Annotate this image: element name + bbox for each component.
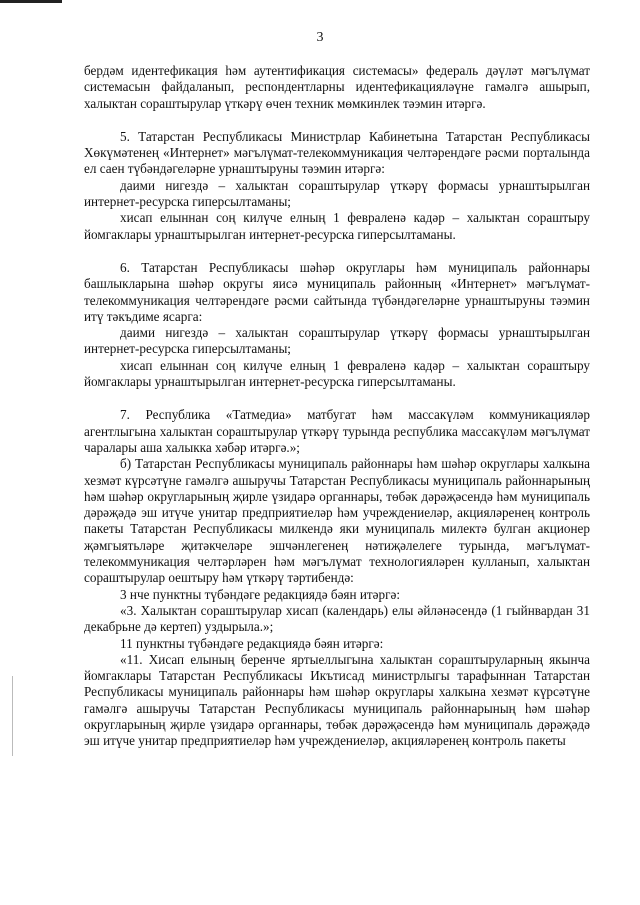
top-edge-line bbox=[0, 0, 62, 3]
paragraph-item-7: 7. Республика «Татмедиа» матбугат һәм массакүләм коммуникацияләр агентлыгына халыктан сораштырулар үткәрү турында республика массакүләм мәгълүмат чаралары аша халыкка хәбәр итәргә.»; bbox=[84, 407, 590, 455]
paragraph-point-3-intro: 3 нче пунктны түбәндәге редакциядә бәян итәргә: bbox=[120, 586, 401, 602]
margin-binding-marks bbox=[12, 676, 15, 756]
paragraph-item-6-sub-1: даими нигездә – халыктан сораштырулар үткәрү формасы урнаштырылган интернет-ресурска гиперсылтаманы; bbox=[84, 325, 590, 357]
paragraph-point-11-text: «11. Хисап елының беренче яртыеллыгына халыктан сораштыруларның якынча йомгаклары Татарстан Республикасы Икътисад министрлыгы тарафыннан Татарстан Республикасы муниципаль районнары һәм шәһәр округлары халкына хезмәт күрсәтүне гамәлгә ашыручы Татарстан Республикасы муниципаль районнарының һәм шәһәр округларының җирле үзидарә органнары, төбәк дәрәҗәсендә һәм муниципаль дәрәҗәдә эш итүче унитар предприятиеләр һәм учреждениеләр, акцияләренең контроль пакеты bbox=[84, 651, 590, 749]
paragraph-item-5-sub-2: хисап елыннан соң килүче елның 1 февраленә кадәр – халыктан сораштыру йомгаклары урнаштырылган интернет-ресурска гиперсылтаманы. bbox=[84, 210, 590, 242]
paragraph-continuation: бердәм идентефикация һәм аутентификация системасы» федераль дәүләт мәгълүмат системасын файдаланып, респондентларны идентефикацияләүне гамәлгә ашырып, халыктан сораштырулар үткәрү өчен техник мөмкинлек тәэмин итәргә. bbox=[84, 63, 590, 111]
page-number: 3 bbox=[316, 30, 324, 45]
paragraph-item-6-sub-2: хисап елыннан соң килүче елның 1 февраленә кадәр – халыктан сораштыру йомгаклары урнаштырылган интернет-ресурска гиперсылтаманы. bbox=[84, 357, 590, 390]
paragraph-item-6: 6. Татарстан Республикасы шәһәр округлары һәм муниципаль районнары башлыкларына шәһәр округы яисә муниципаль районның «Интернет» мәгълүмат-телекоммуникация челтәрендәге рәсми сайтында түбәндәгеләрне урнаштыруны тәэмин итү тәкъдиме ясарга: bbox=[84, 259, 590, 324]
paragraph-item-5-sub-1: даими нигездә – халыктан сораштырулар үткәрү формасы урнаштырылган интернет-ресурска гиперсылтаманы; bbox=[84, 177, 590, 210]
document-body bbox=[84, 63, 590, 750]
paragraph-point-3-text: «3. Халыктан сораштырулар хисап (календарь) елы әйләнәсендә (1 гыйнвардан 31 декабрьне дә кертеп) уздырыла.»; bbox=[84, 602, 590, 635]
paragraph-point-11-intro: 11 пунктны түбәндәге редакциядә бәян итәргә: bbox=[120, 635, 384, 651]
paragraph-b: б) Татарстан Республикасы муниципаль районнары һәм шәһәр округлары халкына хезмәт күрсәтүне гамәлгә ашыручы Татарстан Республикасы муниципаль районнарының һәм шәһәр округларының җирле үзидарә органнары, төбәк дәрәҗәсендә һәм муниципаль дәрәҗәдә эш итүче унитар предприятиеләр һәм учреждениеләр, акцияләренең контроль пакеты Татарстан Республикасы милкендә яки муниципаль милектә булган акционер җәмгыятьләре җитәкчеләре эшчәнлегенең нәтиҗәлелеге турында, мәгълүмат-телекоммуникация челтәрләрен һәм мәгълүмат технологияләрен кулланып, халыктан сораштырулар оештыру һәм үткәрү тәртибендә: bbox=[84, 456, 590, 586]
paragraph-item-5: 5. Татарстан Республикасы Министрлар Кабинетына Татарстан Республикасы Хөкүмәтенең «Интернет» мәгълүмат-телекоммуникация челтәрендәге рәсми порталында ел саен түбәндәгеләрне урнаштыруны тәэмин итәргә: bbox=[84, 128, 590, 177]
